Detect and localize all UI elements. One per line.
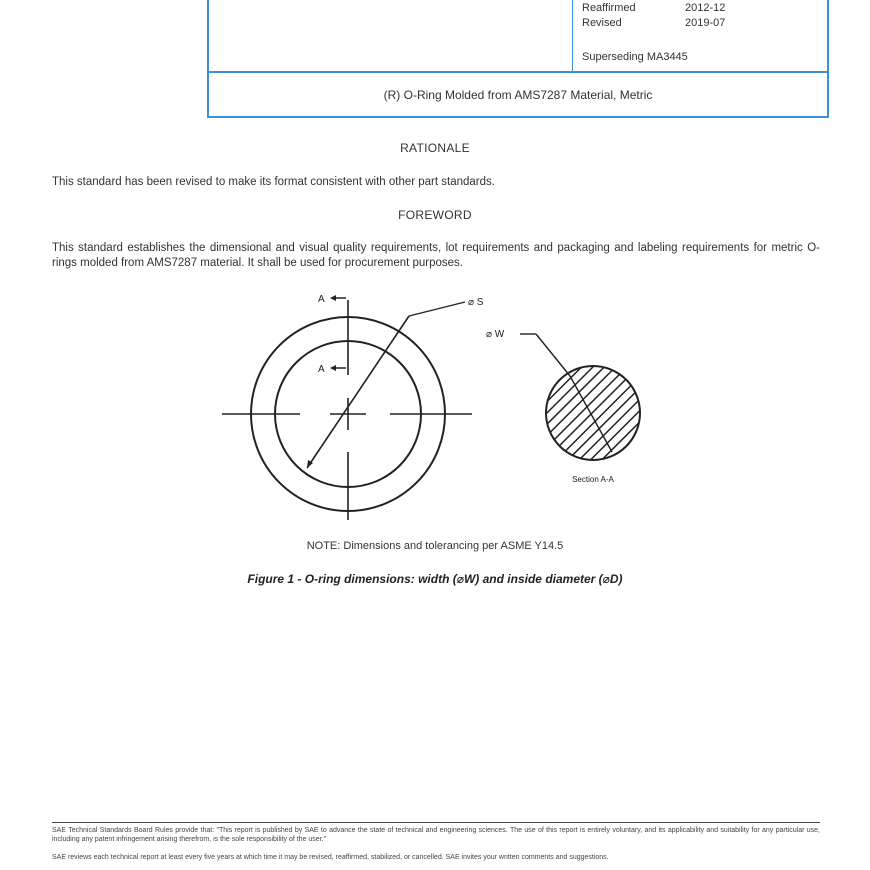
reaffirmed-label: Reaffirmed	[582, 2, 636, 14]
document-header	[207, 0, 829, 118]
section-arrow-top	[330, 295, 346, 301]
document-title: (R) O-Ring Molded from AMS7287 Material, Metric	[383, 88, 653, 102]
footer-review-text: SAE reviews each technical report at least every five years at which time it may be revised, reaffirmed, stabilized, or cancelled. SAE invites your written comments and suggestions.	[52, 854, 609, 861]
foreword-text: This standard establishes the dimensional and visual quality requirements, lot requirements and packaging and labeling requirements for metric O-rings molded from AMS7287 material. It shall be used for procurement purposes.	[52, 242, 820, 269]
section-label-a-mid: A	[318, 364, 325, 375]
foreword-heading: FOREWORD	[398, 208, 472, 222]
footer-rules-text: SAE Technical Standards Board Rules provide that: "This report is published by SAE to advance the state of technical and engineering sciences. The use of this report is entirely voluntary, and its applicability and suitability for any particular use, including any patent infringement arising therefrom, is the sole responsibility of the user."	[52, 827, 820, 843]
section-caption: Section A-A	[572, 475, 614, 484]
header-divider-horizontal	[209, 71, 827, 73]
width-label: ⌀ W	[486, 329, 505, 340]
oring-figure	[0, 280, 870, 530]
rationale-text: This standard has been revised to make its format consistent with other part standards.	[52, 176, 495, 188]
figure-caption: Figure 1 - O-ring dimensions: width (⌀W) and inside diameter (⌀D)	[247, 572, 623, 586]
section-label-a-top: A	[318, 294, 325, 305]
footer-divider	[52, 822, 820, 823]
reaffirmed-date: 2012-12	[685, 2, 726, 14]
figure-note: NOTE: Dimensions and tolerancing per ASME Y14.5	[306, 540, 564, 552]
rationale-heading: RATIONALE	[400, 141, 470, 155]
revised-label: Revised	[582, 17, 622, 29]
inside-diameter-label: ⌀ S	[468, 297, 484, 308]
cross-section-hatch	[540, 360, 650, 470]
header-divider-vertical	[572, 0, 573, 73]
revised-date: 2019-07	[685, 17, 726, 29]
superseding-note: Superseding MA3445	[582, 51, 688, 63]
section-arrow-mid	[330, 365, 346, 371]
oring-drawing	[0, 280, 870, 530]
